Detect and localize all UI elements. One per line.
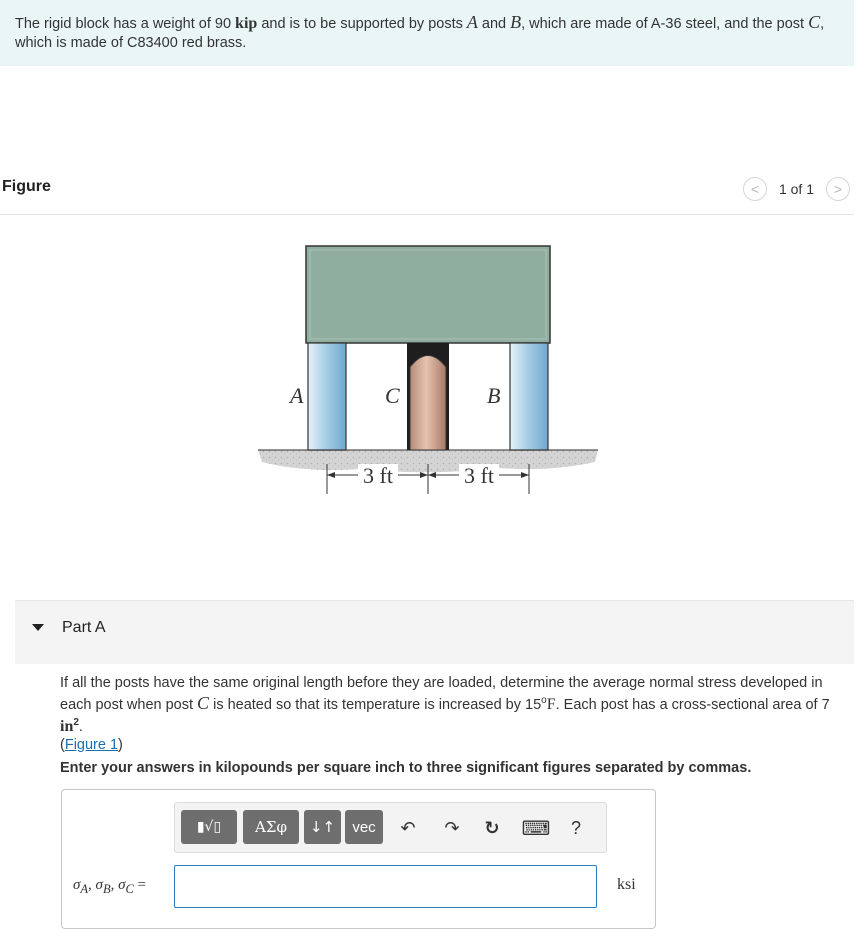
- sep: ,: [110, 877, 119, 893]
- figure-title: Figure: [2, 178, 51, 195]
- chevron-left-icon: <: [750, 181, 760, 197]
- question-unit-in: in: [60, 717, 74, 735]
- units-label: ksi: [617, 876, 636, 893]
- next-figure-button[interactable]: [826, 177, 850, 201]
- figure-pager: [743, 177, 850, 201]
- part-a-header[interactable]: [15, 600, 854, 664]
- post-b: [510, 343, 548, 450]
- sub-a: A: [80, 882, 89, 896]
- arrow-icon: [420, 472, 428, 478]
- arrow-icon: [327, 472, 335, 478]
- intro-post-c: C: [808, 12, 821, 32]
- link-paren: ): [118, 736, 123, 753]
- label-a: A: [290, 383, 304, 408]
- arrows-button[interactable]: ↓↑: [304, 810, 341, 844]
- prev-figure-button[interactable]: [743, 177, 767, 201]
- part-a-title: Part A: [62, 619, 106, 636]
- post-c: [410, 356, 446, 451]
- chevron-right-icon: >: [833, 181, 843, 197]
- question-segment: If all the posts have the same original length before they are loaded, determine the average normal stress developed in each post when post: [60, 675, 823, 713]
- question-unit-exponent: 2: [73, 716, 79, 728]
- label-c: C: [385, 383, 400, 408]
- problem-statement: [0, 0, 854, 66]
- intro-kip: kip: [235, 15, 258, 32]
- intro-text: The rigid block has a weight of 90: [15, 16, 236, 32]
- answer-instruction: Enter your answers in kilopounds per square inch to three significant figures separated by commas.: [60, 760, 752, 776]
- reset-icon[interactable]: ↻: [484, 817, 500, 839]
- greek-symbols-button[interactable]: ΑΣφ: [243, 810, 299, 844]
- vector-button[interactable]: vec: [345, 810, 383, 844]
- intro-text: , which are made of A-36 steel, and the post: [521, 16, 809, 32]
- degree-mark: o: [541, 695, 547, 706]
- question-segment: .: [78, 718, 83, 735]
- arrow-icon: [521, 472, 529, 478]
- rigid-block: [306, 246, 550, 343]
- dimension-label-2: 3 ft: [464, 463, 494, 488]
- link-paren: (: [60, 736, 65, 753]
- sub-b: B: [102, 882, 111, 896]
- intro-post-a: A: [466, 12, 478, 32]
- sub-c: C: [125, 882, 134, 896]
- answer-box: [61, 789, 656, 929]
- templates-button[interactable]: ▮√▯: [181, 810, 237, 844]
- label-b: B: [487, 383, 501, 408]
- answer-label: [73, 877, 146, 897]
- intro-post-b: B: [510, 12, 522, 32]
- post-a: [308, 343, 346, 450]
- question-segment: is heated so that its temperature is increased by 15: [209, 696, 542, 713]
- figure-1-link[interactable]: Figure 1: [64, 736, 119, 753]
- intro-text: and is to be supported by posts: [257, 16, 467, 32]
- redo-icon[interactable]: ↷: [444, 817, 460, 839]
- figure-header: [0, 174, 854, 215]
- dimension-label-1: 3 ft: [363, 463, 393, 488]
- equals: =: [133, 877, 147, 893]
- figure-page-count: 1 of 1: [778, 181, 814, 197]
- sigma: σ: [73, 877, 81, 893]
- sep: ,: [88, 877, 96, 893]
- help-icon[interactable]: ?: [570, 817, 581, 838]
- sigma: σ: [95, 877, 103, 893]
- figure-diagram: [250, 240, 610, 505]
- keyboard-icon[interactable]: ⌨: [521, 816, 551, 840]
- math-toolbar: [174, 802, 607, 853]
- question-segment: . Each post has a cross-sectional area of 7: [555, 696, 830, 713]
- arrow-icon: [428, 472, 436, 478]
- sigma: σ: [118, 877, 126, 893]
- intro-text: , which is made of C83400 red brass.: [15, 16, 825, 51]
- intro-text: and: [477, 16, 511, 32]
- question-text: [60, 674, 850, 754]
- caret-down-icon[interactable]: [32, 624, 44, 631]
- figure-link-wrapper: [60, 737, 123, 753]
- question-post-c: C: [197, 692, 210, 713]
- undo-icon[interactable]: ↶: [400, 817, 416, 839]
- answer-input[interactable]: [174, 865, 597, 908]
- question-unit-f: F: [546, 695, 556, 713]
